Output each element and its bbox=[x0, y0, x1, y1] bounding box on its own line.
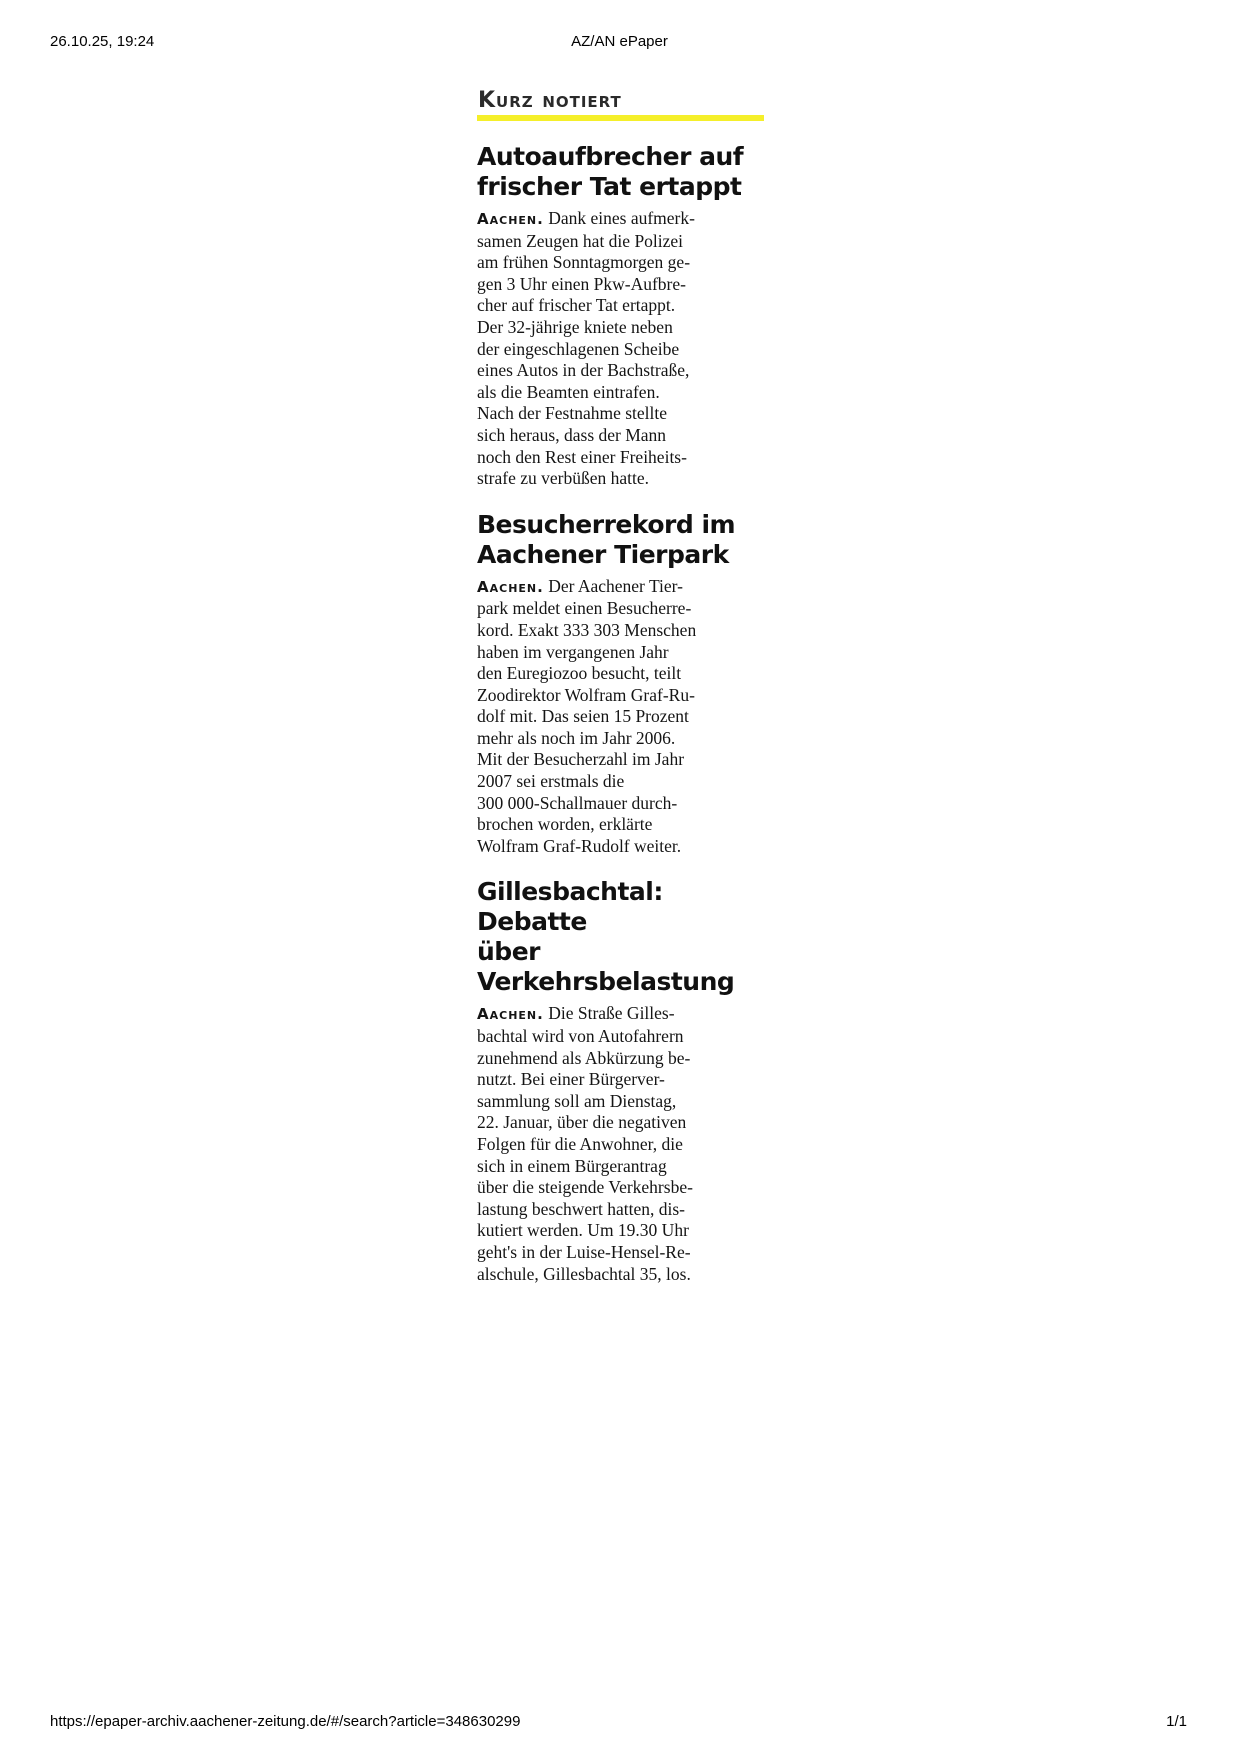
article-body bbox=[477, 208, 767, 490]
body-line: 2007 sei erstmals die bbox=[477, 771, 625, 792]
body-line: Folgen für die Anwohner, die bbox=[477, 1134, 683, 1154]
headline-rest: Debatte bbox=[477, 907, 587, 937]
body-line: sich in einem Bürgerantrag bbox=[477, 1155, 667, 1176]
body-line: dolf mit. Das seien 15 Prozent bbox=[477, 706, 689, 727]
body-line: Wolfram Graf-Rudolf weiter. bbox=[477, 835, 682, 856]
body-line: über die steigende Verkehrsbe- bbox=[477, 1177, 693, 1198]
body-line: Nach der Festnahme stellte bbox=[477, 403, 668, 424]
body-line: Aachen. Dank eines aufmerk- bbox=[477, 208, 695, 228]
article-body bbox=[477, 1003, 767, 1285]
body-line: als die Beamten eintrafen. bbox=[477, 381, 660, 402]
headline-bold: Autoaufbrecher bbox=[477, 142, 691, 171]
body-line: Aachen. Die Straße Gilles- bbox=[477, 1003, 675, 1024]
print-title: AZ/AN ePaper bbox=[571, 33, 668, 50]
dateline: Aachen. bbox=[477, 577, 544, 596]
body-line: kord. Exakt 333 303 Menschen bbox=[477, 619, 697, 640]
print-footer bbox=[0, 1713, 1239, 1733]
section-label: Kurz notiert bbox=[478, 88, 622, 113]
dateline: Aachen. bbox=[477, 1005, 544, 1024]
body-line: cher auf frischer Tat ertappt. bbox=[477, 295, 676, 316]
body-line: bachtal wird von Autofahrern bbox=[477, 1026, 684, 1047]
body-line: geht's in der Luise-Hensel-Re- bbox=[477, 1241, 691, 1262]
body-line: mehr als noch im Jahr 2006. bbox=[477, 727, 676, 748]
headline-line2: Aachener Tierpark bbox=[477, 539, 729, 569]
article bbox=[477, 510, 767, 858]
body-line: 22. Januar, über die negativen bbox=[477, 1112, 687, 1133]
article-headline bbox=[477, 510, 767, 570]
page-number: 1/1 bbox=[1166, 1713, 1187, 1730]
body-line: eines Autos in der Bachstraße, bbox=[477, 360, 690, 381]
body-line: gen 3 Uhr einen Pkw-Aufbre- bbox=[477, 273, 686, 294]
print-url: https://epaper-archiv.aachener-zeitung.de/#/search?article=348630299 bbox=[50, 1713, 521, 1730]
body-line: Mit der Besucherzahl im Jahr bbox=[477, 749, 685, 770]
headline-bold: Gillesbachtal: bbox=[477, 877, 663, 907]
print-header bbox=[0, 33, 1239, 53]
body-line: 300 000-Schallmauer durch- bbox=[477, 792, 678, 813]
body-line: kutiert werden. Um 19.30 Uhr bbox=[477, 1220, 689, 1241]
body-line: sich heraus, dass der Mann bbox=[477, 424, 667, 445]
body-line: zunehmend als Abkürzung be- bbox=[477, 1047, 691, 1068]
body-line: brochen worden, erklärte bbox=[477, 814, 653, 835]
body-line: nutzt. Bei einer Bürgerver- bbox=[477, 1069, 665, 1090]
body-line: samen Zeugen hat die Polizei bbox=[477, 230, 684, 251]
body-line: haben im vergangenen Jahr bbox=[477, 641, 669, 662]
article-headline bbox=[477, 142, 767, 202]
body-line: noch den Rest einer Freiheits- bbox=[477, 446, 687, 467]
headline-rest: auf bbox=[690, 142, 744, 171]
body-line: strafe zu verbüßen hatte. bbox=[477, 468, 650, 489]
article bbox=[477, 142, 767, 490]
body-line: am frühen Sonntagmorgen ge- bbox=[477, 252, 691, 273]
article-headline bbox=[477, 877, 767, 997]
dateline: Aachen. bbox=[477, 210, 544, 228]
body-line: den Euregiozoo besucht, teilt bbox=[477, 663, 682, 684]
body-line: park meldet einen Besucherre- bbox=[477, 598, 692, 619]
headline-rest: im bbox=[693, 509, 736, 539]
headline-line2: über Verkehrsbelastung bbox=[477, 937, 735, 997]
body-line: Aachen. Der Aachener Tier- bbox=[477, 575, 683, 596]
body-line: sammlung soll am Dienstag, bbox=[477, 1090, 677, 1111]
section-accent-bar bbox=[477, 115, 764, 121]
print-timestamp: 26.10.25, 19:24 bbox=[50, 33, 155, 50]
body-line: der eingeschlagenen Scheibe bbox=[477, 338, 680, 359]
body-line: lastung beschwert hatten, dis- bbox=[477, 1198, 686, 1219]
body-line: Der 32-jährige kniete neben bbox=[477, 316, 673, 337]
article bbox=[477, 877, 767, 1285]
headline-line2: frischer Tat ertappt bbox=[477, 172, 742, 201]
newspaper-clipping bbox=[477, 86, 767, 1285]
body-line: alschule, Gillesbachtal 35, los. bbox=[477, 1263, 691, 1284]
headline-bold: Besucherrekord bbox=[477, 509, 694, 539]
body-line: Zoodirektor Wolfram Graf-Ru- bbox=[477, 684, 695, 705]
section-header bbox=[477, 86, 767, 122]
article-body bbox=[477, 576, 767, 858]
